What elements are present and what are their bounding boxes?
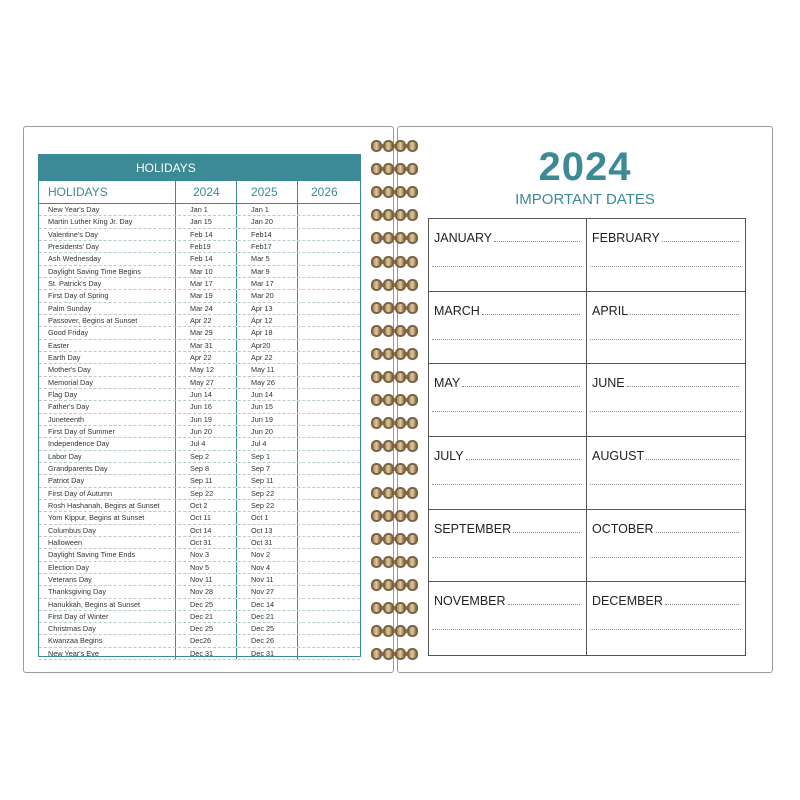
date-2025: May 11 [236, 364, 297, 375]
table-row [39, 377, 360, 389]
date-2024: Mar 24 [175, 303, 236, 314]
holiday-name: Grandparents Day [48, 463, 108, 473]
spiral-coil [371, 532, 421, 546]
holiday-name: Daylight Saving Time Begins [48, 266, 141, 276]
date-2024: Jun 14 [175, 389, 236, 400]
holiday-name: Labor Day [48, 451, 82, 461]
table-row [39, 253, 360, 265]
spiral-coil [371, 416, 421, 430]
header-2024: 2024 [175, 181, 236, 203]
date-2026 [297, 229, 360, 240]
date-2026 [297, 574, 360, 585]
header-2026: 2026 [297, 181, 360, 203]
holidays-banner: HOLIDAYS [39, 155, 360, 181]
date-2025: Oct 1 [236, 512, 297, 523]
month-box-october [587, 510, 745, 583]
holiday-name: New Year's Eve [48, 648, 99, 658]
writing-line[interactable] [627, 386, 739, 387]
date-2025: Jun 19 [236, 414, 297, 425]
date-2024: Mar 17 [175, 278, 236, 289]
date-2024: Dec 31 [175, 648, 236, 659]
month-box-january [429, 219, 587, 292]
holiday-name: New Year's Day [48, 205, 100, 214]
table-row [39, 352, 360, 364]
important-dates-grid [428, 218, 746, 656]
date-2024: Jan 15 [175, 216, 236, 227]
date-2024: Mar 19 [175, 290, 236, 301]
date-2025: Mar 17 [236, 278, 297, 289]
holiday-name: Good Friday [48, 328, 89, 338]
holiday-name: Christmas Day [48, 624, 96, 634]
date-2024: Oct 11 [175, 512, 236, 523]
date-2026 [297, 278, 360, 289]
table-row [39, 463, 360, 475]
writing-line[interactable] [662, 241, 739, 242]
month-label: MARCH [434, 303, 480, 318]
date-2024: May 27 [175, 377, 236, 388]
holiday-name: Yom Kippur, Begins at Sunset [48, 513, 145, 523]
holiday-name: First Day of Winter [48, 611, 109, 621]
writing-line[interactable] [432, 629, 582, 630]
date-2024: Dec 25 [175, 599, 236, 610]
writing-line[interactable] [646, 459, 739, 460]
date-2024: Jan 1 [175, 204, 236, 215]
date-2025: Jun 14 [236, 389, 297, 400]
writing-line[interactable] [630, 314, 739, 315]
date-2026 [297, 389, 360, 400]
month-box-june [587, 364, 745, 437]
date-2025: Dec 25 [236, 623, 297, 634]
date-2024: Feb 14 [175, 229, 236, 240]
date-2025: Sep 22 [236, 500, 297, 511]
date-2026 [297, 327, 360, 338]
date-2026 [297, 451, 360, 462]
table-row [39, 266, 360, 278]
holiday-name: Election Day [48, 562, 89, 572]
date-2025: May 26 [236, 377, 297, 388]
month-label: SEPTEMBER [434, 521, 512, 536]
holidays-header-row [39, 181, 360, 204]
month-box-september [429, 510, 587, 583]
table-row [39, 364, 360, 376]
table-row [39, 216, 360, 228]
spiral-coil [371, 393, 421, 407]
date-2026 [297, 426, 360, 437]
holiday-name: Mother's Day [48, 365, 91, 375]
date-2025: Nov 11 [236, 574, 297, 585]
holiday-name: First Day of Autumn [48, 488, 113, 498]
date-2024: Nov 28 [175, 586, 236, 597]
month-label: NOVEMBER [434, 594, 506, 609]
holiday-name: Presidents' Day [48, 241, 99, 251]
month-box-may [429, 364, 587, 437]
date-2025: Sep 22 [236, 488, 297, 499]
writing-line[interactable] [462, 386, 580, 387]
holiday-name: Thanksgiving Day [48, 587, 106, 597]
date-2026 [297, 241, 360, 252]
spiral-coil [371, 255, 421, 269]
date-2026 [297, 290, 360, 301]
spiral-coil [371, 231, 421, 245]
month-label: APRIL [592, 303, 629, 318]
table-row [39, 290, 360, 302]
table-row [39, 426, 360, 438]
holiday-name: Independence Day [48, 439, 110, 449]
header-2025: 2025 [236, 181, 297, 203]
writing-line[interactable] [482, 314, 580, 315]
date-2024: Feb19 [175, 241, 236, 252]
spiral-coil [371, 509, 421, 523]
spiral-coil [371, 439, 421, 453]
date-2026 [297, 303, 360, 314]
date-2025: Dec 14 [236, 599, 297, 610]
date-2026 [297, 549, 360, 560]
date-2026 [297, 315, 360, 326]
date-2025: Dec 21 [236, 611, 297, 622]
month-label: JANUARY [434, 231, 493, 245]
spiral-coil [371, 601, 421, 615]
holiday-name: Valentine's Day [48, 229, 98, 239]
month-box-march [429, 292, 587, 365]
date-2026 [297, 414, 360, 425]
date-2026 [297, 340, 360, 351]
month-box-february [587, 219, 745, 292]
writing-line[interactable] [432, 339, 582, 340]
table-row [39, 389, 360, 401]
writing-line[interactable] [590, 484, 741, 485]
date-2024: Mar 29 [175, 327, 236, 338]
month-label: DECEMBER [592, 594, 663, 609]
table-row [39, 574, 360, 586]
writing-line[interactable] [494, 241, 580, 242]
date-2024: Jun 16 [175, 401, 236, 412]
writing-line[interactable] [508, 604, 580, 605]
date-2024: Sep 2 [175, 451, 236, 462]
holiday-name: Rosh Hashanah, Begins at Sunset [48, 500, 160, 510]
table-row [39, 562, 360, 574]
date-2026 [297, 438, 360, 449]
holiday-name: First Day of Spring [48, 291, 109, 301]
table-row [39, 475, 360, 487]
date-2026 [297, 463, 360, 474]
important-dates-subtitle: IMPORTANT DATES [515, 191, 655, 208]
spiral-coil [371, 208, 421, 222]
date-2026 [297, 635, 360, 646]
holiday-name: Patriot Day [48, 476, 85, 486]
writing-line[interactable] [590, 557, 741, 558]
date-2026 [297, 623, 360, 634]
holiday-name: Halloween [48, 537, 83, 547]
date-2024: Mar 31 [175, 340, 236, 351]
table-row [39, 204, 360, 216]
writing-line[interactable] [590, 339, 741, 340]
date-2024: Sep 11 [175, 475, 236, 486]
writing-line[interactable] [432, 411, 582, 412]
month-label: JUNE [592, 376, 625, 391]
table-row [39, 648, 360, 660]
holidays-table [38, 154, 361, 657]
month-box-december [587, 582, 745, 655]
holidays-body [39, 204, 360, 660]
spiral-coil [371, 578, 421, 592]
table-row [39, 549, 360, 561]
date-2026 [297, 586, 360, 597]
date-2024: Oct 2 [175, 500, 236, 511]
date-2026 [297, 648, 360, 659]
month-label: OCTOBER [592, 521, 654, 536]
holiday-name: Easter [48, 340, 70, 350]
holiday-name: Veterans Day [48, 574, 92, 584]
date-2025: Jan 1 [236, 204, 297, 215]
date-2024: Nov 3 [175, 549, 236, 560]
writing-line[interactable] [432, 266, 582, 267]
date-2026 [297, 475, 360, 486]
month-box-july [429, 437, 587, 510]
table-row [39, 340, 360, 352]
date-2024: Jul 4 [175, 438, 236, 449]
spiral-coil [371, 370, 421, 384]
date-2026 [297, 266, 360, 277]
date-2026 [297, 488, 360, 499]
table-row [39, 623, 360, 635]
writing-line[interactable] [432, 484, 582, 485]
date-2024: Dec 21 [175, 611, 236, 622]
table-row [39, 229, 360, 241]
date-2025: Apr 22 [236, 352, 297, 363]
header-holidays: HOLIDAYS [48, 185, 108, 199]
spiral-coil [371, 555, 421, 569]
writing-line[interactable] [432, 557, 582, 558]
date-2026 [297, 537, 360, 548]
date-2026 [297, 401, 360, 412]
holiday-name: Flag Day [48, 389, 78, 399]
date-2024: Nov 5 [175, 562, 236, 573]
date-2026 [297, 364, 360, 375]
date-2025: Apr20 [236, 340, 297, 351]
table-row [39, 401, 360, 413]
date-2025: Feb17 [236, 241, 297, 252]
writing-line[interactable] [590, 266, 741, 267]
date-2025: Nov 27 [236, 586, 297, 597]
spiral-coil [371, 462, 421, 476]
date-2026 [297, 377, 360, 388]
spiral-coil [371, 278, 421, 292]
holiday-name: Passover, Begins at Sunset [48, 315, 138, 325]
spiral-coil [371, 647, 421, 661]
holiday-name: Columbus Day [48, 525, 96, 535]
date-2025: Oct 31 [236, 537, 297, 548]
table-row [39, 537, 360, 549]
date-2025: Dec 26 [236, 635, 297, 646]
date-2026 [297, 599, 360, 610]
date-2025: Mar 5 [236, 253, 297, 264]
date-2026 [297, 216, 360, 227]
date-2025: Mar 9 [236, 266, 297, 277]
month-label: FEBRUARY [592, 231, 660, 245]
table-row [39, 278, 360, 290]
writing-line[interactable] [590, 411, 741, 412]
date-2024: Sep 22 [175, 488, 236, 499]
month-label: MAY [434, 376, 461, 391]
holiday-name: Martin Luther King Jr. Day [48, 217, 133, 227]
date-2026 [297, 525, 360, 536]
holiday-name: Palm Sunday [48, 303, 92, 313]
spiral-coil [371, 347, 421, 361]
table-row [39, 315, 360, 327]
spiral-coil [371, 324, 421, 338]
date-2026 [297, 352, 360, 363]
table-row [39, 586, 360, 598]
date-2024: Jun 20 [175, 426, 236, 437]
date-2024: Nov 11 [175, 574, 236, 585]
date-2024: May 12 [175, 364, 236, 375]
writing-line[interactable] [466, 459, 580, 460]
table-row [39, 611, 360, 623]
date-2025: Apr 12 [236, 315, 297, 326]
year-title: 2024 [538, 145, 632, 189]
table-row [39, 414, 360, 426]
date-2025: Sep 1 [236, 451, 297, 462]
date-2026 [297, 611, 360, 622]
date-2024: Dec 25 [175, 623, 236, 634]
date-2025: Jun 20 [236, 426, 297, 437]
table-row [39, 599, 360, 611]
date-2026 [297, 204, 360, 215]
date-2024: Apr 22 [175, 352, 236, 363]
date-2024: Sep 8 [175, 463, 236, 474]
month-label: AUGUST [592, 448, 645, 463]
writing-line[interactable] [656, 532, 739, 533]
date-2024: Oct 31 [175, 537, 236, 548]
holiday-name: St. Patrick's Day [48, 278, 102, 288]
date-2026 [297, 253, 360, 264]
date-2025: Sep 11 [236, 475, 297, 486]
date-2025: Jan 20 [236, 216, 297, 227]
table-row [39, 488, 360, 500]
date-2025: Jun 15 [236, 401, 297, 412]
month-label: JULY [434, 448, 464, 463]
date-2024: Feb 14 [175, 253, 236, 264]
date-2024: Apr 22 [175, 315, 236, 326]
date-2025: Nov 4 [236, 562, 297, 573]
date-2026 [297, 512, 360, 523]
spiral-coil [371, 301, 421, 315]
table-row [39, 327, 360, 339]
spiral-coil [371, 486, 421, 500]
date-2025: Oct 13 [236, 525, 297, 536]
table-row [39, 525, 360, 537]
table-row [39, 303, 360, 315]
date-2024: Dec26 [175, 635, 236, 646]
date-2026 [297, 500, 360, 511]
table-row [39, 438, 360, 450]
spiral-coil [371, 624, 421, 638]
date-2025: Mar 20 [236, 290, 297, 301]
date-2025: Sep 7 [236, 463, 297, 474]
month-box-april [587, 292, 745, 365]
date-2024: Oct 14 [175, 525, 236, 536]
table-row [39, 451, 360, 463]
table-row [39, 512, 360, 524]
month-box-august [587, 437, 745, 510]
holiday-name: Ash Wednesday [48, 254, 102, 264]
holiday-name: Kwanzaa Begins [48, 636, 103, 646]
date-2026 [297, 562, 360, 573]
date-2024: Mar 10 [175, 266, 236, 277]
writing-line[interactable] [665, 604, 739, 605]
holiday-name: Father's Day [48, 402, 90, 412]
holiday-name: First Day of Summer [48, 426, 115, 436]
holiday-name: Hanukkah, Begins at Sunset [48, 599, 141, 609]
date-2024: Jun 19 [175, 414, 236, 425]
holiday-name: Earth Day [48, 352, 81, 362]
table-row [39, 241, 360, 253]
date-2025: Feb14 [236, 229, 297, 240]
holiday-name: Juneteenth [48, 414, 85, 424]
writing-line[interactable] [513, 532, 580, 533]
writing-line[interactable] [590, 629, 741, 630]
holiday-name: Daylight Saving Time Ends [48, 550, 136, 560]
table-row [39, 500, 360, 512]
date-2025: Nov 2 [236, 549, 297, 560]
holiday-name: Memorial Day [48, 377, 94, 387]
date-2025: Apr 18 [236, 327, 297, 338]
table-row [39, 635, 360, 647]
month-box-november [429, 582, 587, 655]
date-2025: Apr 13 [236, 303, 297, 314]
date-2025: Jul 4 [236, 438, 297, 449]
date-2025: Dec 31 [236, 648, 297, 659]
